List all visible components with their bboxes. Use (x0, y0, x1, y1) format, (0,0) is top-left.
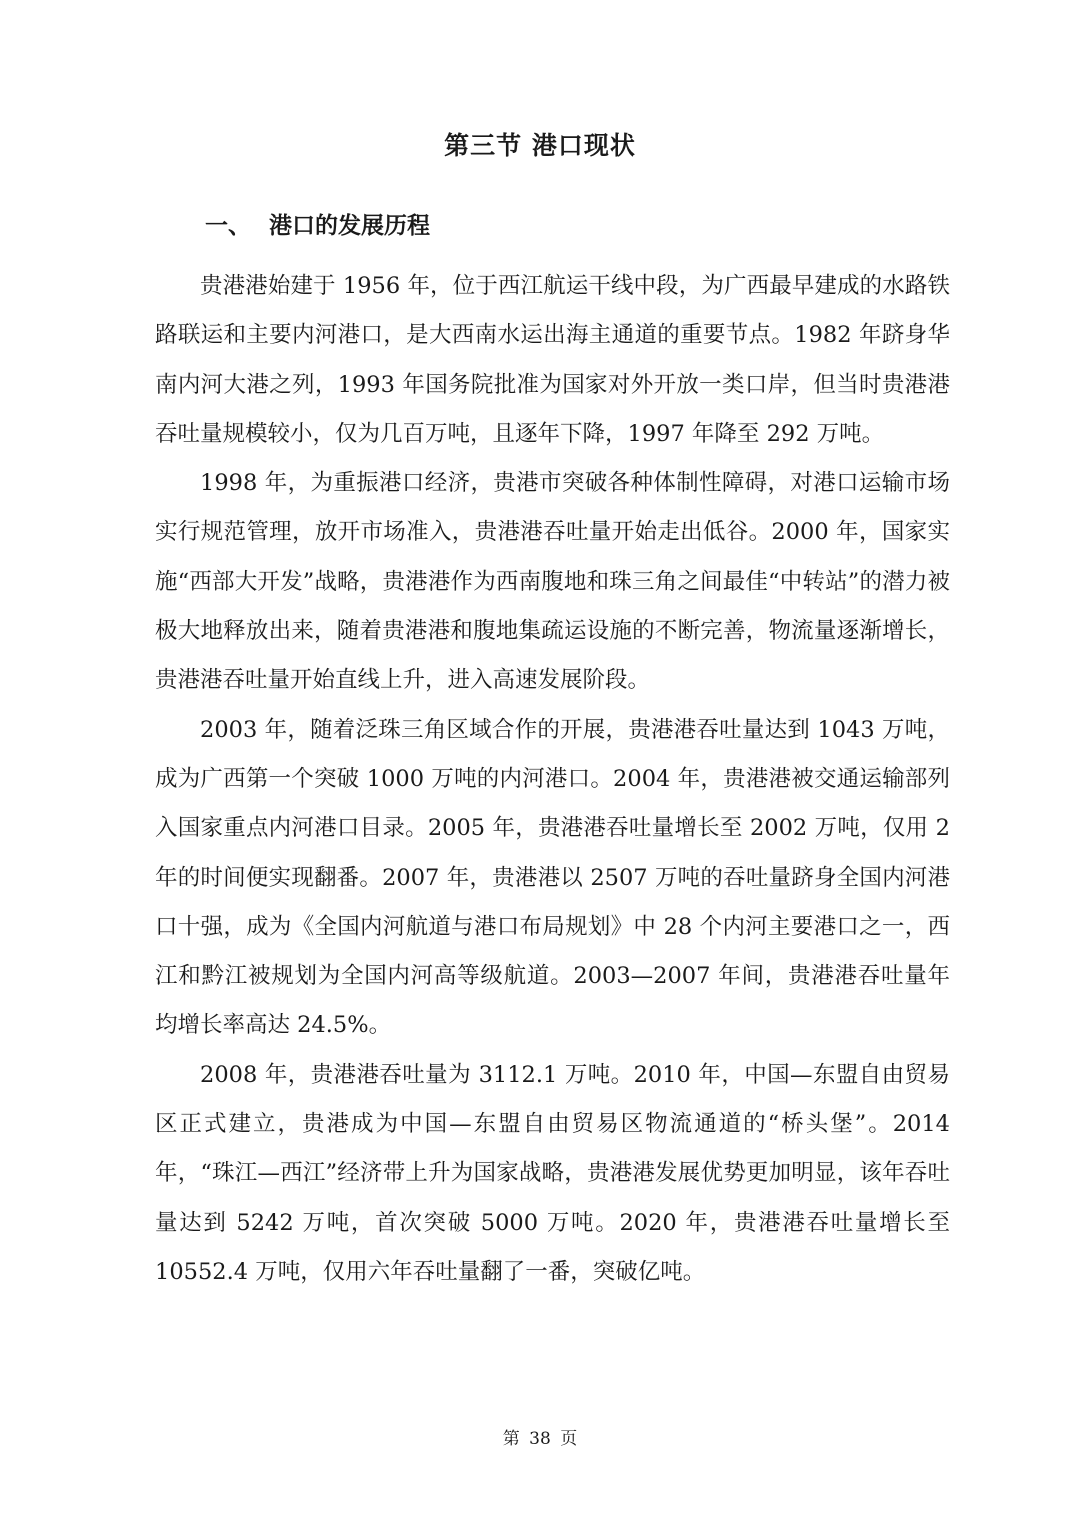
paragraph: 贵港港始建于 1956 年，位于西江航运干线中段，为广西最早建成的水路铁路联运和主要内河港口，是大西南水运出海主通道的重要节点。1982 年跻身华南内河大港之列，1993 年国务院批准为国家对外开放一类口岸，但当时贵港港吞吐量规模较小，仅为几百万吨，且逐年下降，1997 年降至 292 万吨。 (155, 273, 950, 447)
section-title: 第三节 港口现状 (444, 131, 636, 160)
paragraph: 2003 年，随着泛珠三角区域合作的开展，贵港港吞吐量达到 1043 万吨，成为广西第一个突破 1000 万吨的内河港口。2004 年，贵港港被交通运输部列入国家重点内河港口目录。2005 年，贵港港吞吐量增长至 2002 万吨，仅用 2 年的时间便实现翻番。2007 年，贵港港以 2507 万吨的吞吐量跻身全国内河港口十强，成为《全国内河航道与港口布局规划》中 28 个内河主要港口之一，西江和黔江被规划为全国内河高等级航道。2003—2007 年间，贵港港吞吐量年均增长率高达 24.5%。 (155, 716, 950, 1039)
subsection-heading (205, 207, 430, 240)
paragraph: 2008 年，贵港港吞吐量为 3112.1 万吨。2010 年，中国—东盟自由贸易区正式建立，贵港成为中国—东盟自由贸易区物流通道的“桥头堡”。2014 年，“珠江—西江”经济带上升为国家战略，贵港港发展优势更加明显，该年吞吐量达到 5242 万吨，首次突破 5000 万吨。2020 年，贵港港吞吐量增长至 10552.4 万吨，仅用六年吞吐量翻了一番，突破亿吨。 (155, 1061, 950, 1285)
subsection-title: 港口的发展历程 (269, 213, 430, 239)
body-text (155, 262, 950, 1297)
subsection-number: 一、 (205, 213, 251, 239)
page-number: 第 38 页 (502, 1429, 578, 1449)
paragraph: 1998 年，为重振港口经济，贵港市突破各种体制性障碍，对港口运输市场实行规范管理，放开市场准入，贵港港吞吐量开始走出低谷。2000 年，国家实施“西部大开发”战略，贵港港作为西南腹地和珠三角之间最佳“中转站”的潜力被极大地释放出来，随着贵港港和腹地集疏运设施的不断完善，物流量逐渐增长，贵港港吞吐量开始直线上升，进入高速发展阶段。 (155, 470, 950, 694)
